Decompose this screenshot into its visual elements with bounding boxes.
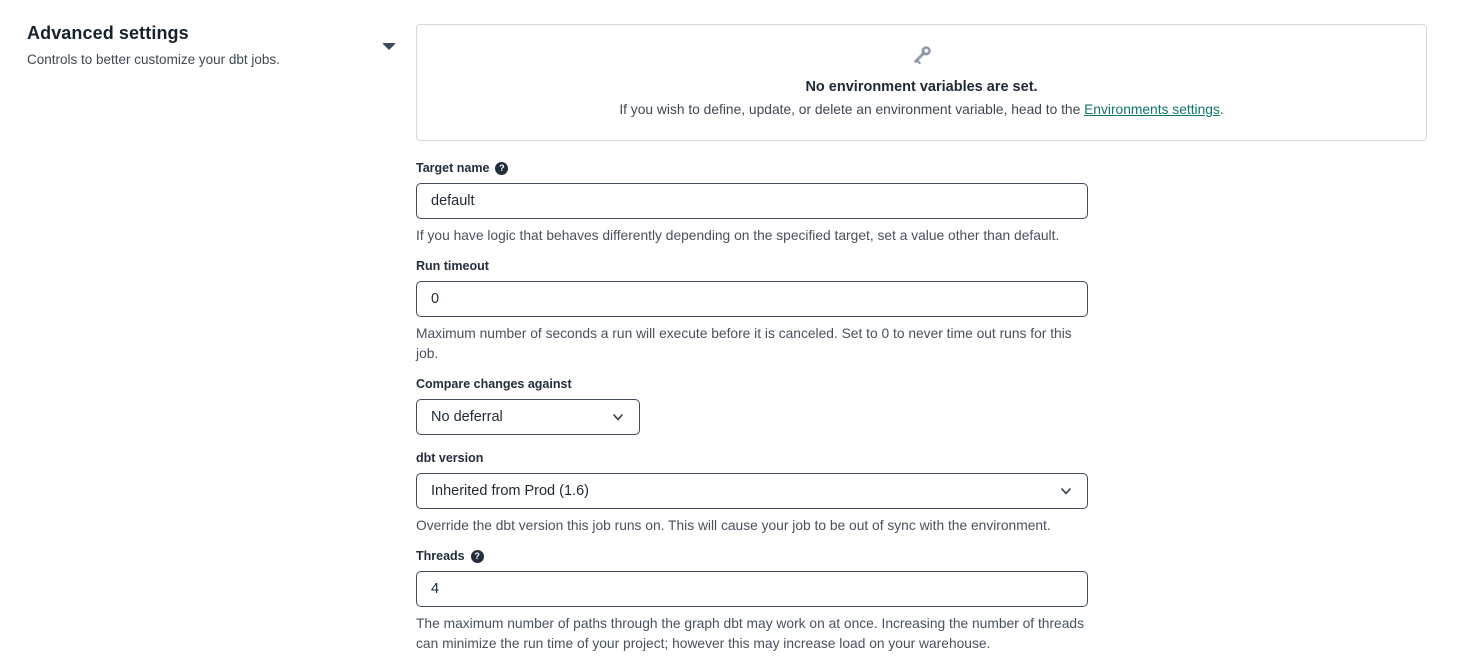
run-timeout-help-text: Maximum number of seconds a run will execute before it is canceled. Set to 0 to never time out runs for this job.: [416, 326, 1072, 361]
settings-content: [416, 0, 1458, 659]
env-variables-empty-card: [416, 24, 1427, 141]
compare-changes-label-text: Compare changes against: [416, 377, 572, 391]
env-message-suffix: .: [1219, 102, 1224, 117]
threads-label-text: Threads: [416, 549, 465, 563]
env-empty-title: No environment variables are set.: [805, 79, 1038, 95]
triangle-down-icon: [382, 43, 396, 50]
field-target-name: [416, 161, 1088, 246]
target-name-label: [416, 161, 1088, 176]
key-icon: [905, 38, 939, 72]
chevron-down-icon: [611, 410, 625, 424]
field-dbt-version: [416, 451, 1088, 536]
page-subtitle: Controls to better customize your dbt jobs.: [27, 52, 280, 67]
dbt-version-selected-value: Inherited from Prod (1.6): [431, 483, 589, 499]
compare-changes-selected-value: No deferral: [431, 409, 503, 425]
compare-changes-label: [416, 377, 1088, 392]
section-header: [0, 0, 416, 659]
env-empty-message: [433, 100, 1410, 120]
collapse-section-button[interactable]: [380, 39, 398, 53]
environments-settings-link[interactable]: Environments settings: [1084, 102, 1220, 117]
advanced-settings-form: [416, 161, 1088, 654]
threads-input[interactable]: [416, 571, 1088, 607]
env-message-prefix: If you wish to define, update, or delete an environment variable, head to the: [619, 102, 1085, 117]
run-timeout-input[interactable]: [416, 281, 1088, 317]
compare-changes-select[interactable]: [416, 399, 640, 435]
field-threads: [416, 549, 1088, 654]
target-name-label-text: Target name: [416, 161, 490, 175]
help-icon[interactable]: ?: [495, 162, 508, 175]
threads-label: [416, 549, 1088, 564]
target-name-help-text: If you have logic that behaves differently depending on the specified target, set a value other than default.: [416, 228, 1060, 243]
run-timeout-label-text: Run timeout: [416, 259, 489, 273]
dbt-version-select[interactable]: [416, 473, 1088, 509]
chevron-down-icon: [1059, 484, 1073, 498]
help-icon[interactable]: ?: [471, 550, 484, 563]
field-compare-changes: [416, 377, 1088, 435]
page-title: Advanced settings: [27, 23, 189, 43]
dbt-version-label: [416, 451, 1088, 466]
field-run-timeout: [416, 259, 1088, 364]
threads-help-text: The maximum number of paths through the graph dbt may work on at once. Increasing the number of threads can minimize the run time of your project; however this may increase load on your warehouse.: [416, 616, 1084, 651]
run-timeout-label: [416, 259, 1088, 274]
dbt-version-label-text: dbt version: [416, 451, 484, 465]
target-name-input[interactable]: [416, 183, 1088, 219]
dbt-version-help-text: Override the dbt version this job runs on. This will cause your job to be out of sync with the environment.: [416, 518, 1051, 533]
